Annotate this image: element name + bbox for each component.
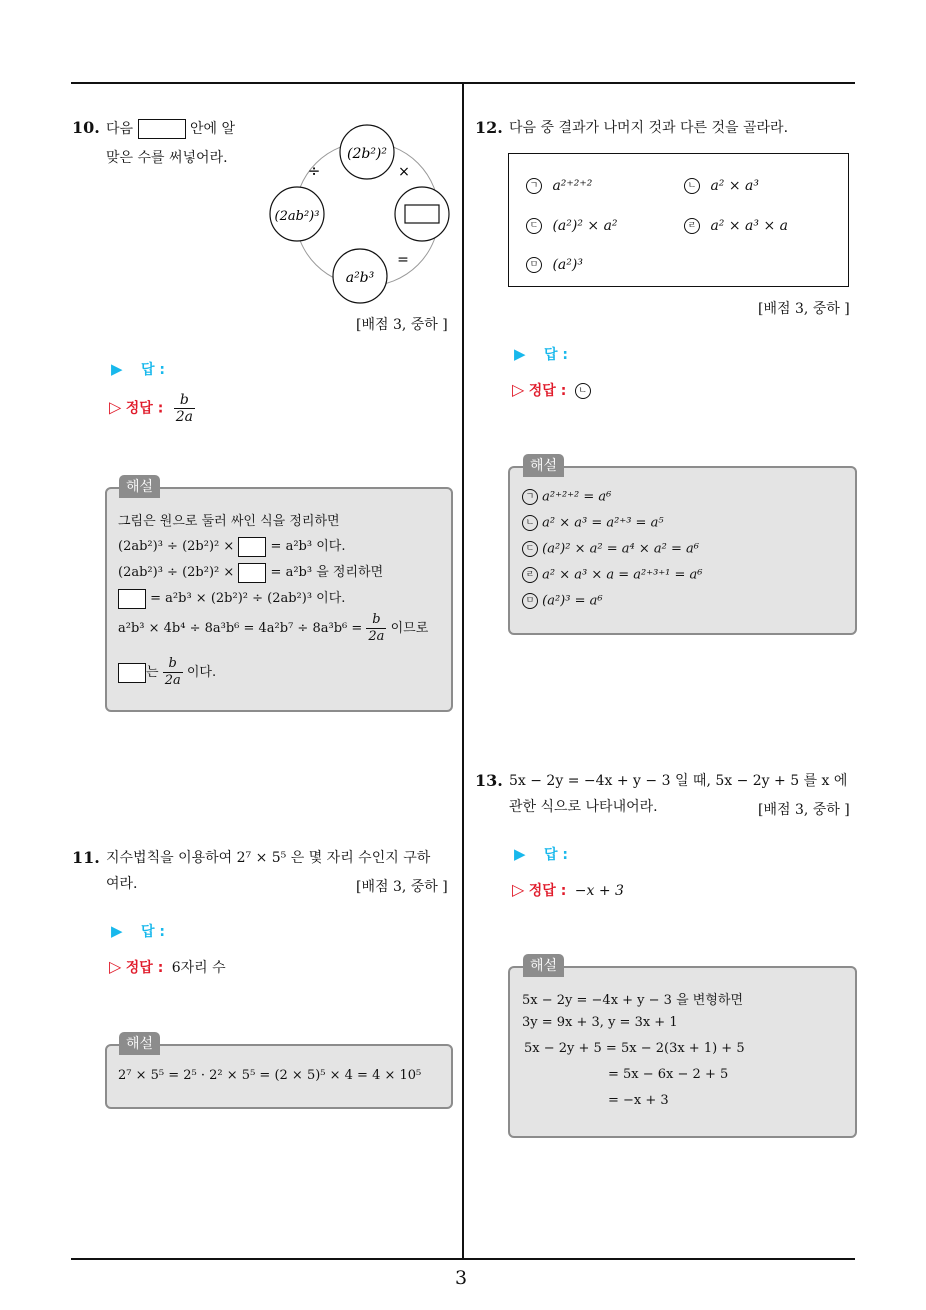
q13-sol-line-5: = −x + 3 bbox=[608, 1093, 669, 1108]
diagram-left-label: (2ab²)³ bbox=[274, 209, 320, 224]
choice-mark: ㅁ bbox=[526, 257, 542, 273]
q12-text: 다음 중 결과가 나머지 것과 다른 것을 골라라. bbox=[509, 120, 789, 136]
q13-key-row bbox=[512, 880, 624, 900]
q11-text-b: 여라. bbox=[106, 876, 138, 892]
choice-expr: a²⁺²⁺² bbox=[552, 178, 593, 194]
key-arrow-icon: ▷ bbox=[109, 397, 122, 417]
q12-sol-line-4 bbox=[522, 567, 703, 583]
q10-score: [배점 3, 중하 ] bbox=[356, 317, 448, 333]
q10-sol-line-6c: 이다. bbox=[186, 665, 217, 680]
q13-sol-line-4: = 5x − 6x − 2 + 5 bbox=[608, 1067, 729, 1082]
q10-sol-blank bbox=[238, 537, 266, 557]
q11-key-row bbox=[109, 957, 226, 977]
column-divider bbox=[462, 82, 464, 1260]
q12-choice-3[interactable] bbox=[526, 218, 618, 234]
q13-answer-label: 답 : bbox=[544, 847, 568, 863]
q11-key-value: 6자리 수 bbox=[171, 960, 226, 976]
key-arrow-icon: ▷ bbox=[109, 957, 122, 976]
q13-sol-line-3: 5x − 2y + 5 = 5x − 2(3x + 1) + 5 bbox=[524, 1041, 745, 1056]
sol-mark: ㄹ bbox=[522, 567, 538, 583]
choice-mark: ㄱ bbox=[526, 178, 542, 194]
q10-sol-frac2-num: b bbox=[168, 656, 177, 671]
q13-key-value: −x + 3 bbox=[574, 883, 624, 899]
sol-expr: a² × a³ × a = a²⁺³⁺¹ = a⁶ bbox=[542, 567, 703, 583]
q10-cycle-diagram bbox=[262, 118, 462, 308]
q10-sol-blank bbox=[238, 563, 266, 583]
q13-text-a: 5x − 2y = −4x + y − 3 일 때, 5x − 2y + 5 를 x 에 bbox=[509, 773, 848, 789]
q12-key-label: 정답 : bbox=[528, 383, 567, 399]
q10-text-b: 안에 알 bbox=[189, 121, 235, 137]
q12-number: 12. bbox=[475, 118, 503, 137]
q12-choice-4[interactable] bbox=[684, 218, 788, 234]
q10-sol-line-5b: 이므로 bbox=[390, 621, 429, 636]
q10-key-den: 2a bbox=[175, 409, 194, 425]
q10-sol-blank bbox=[118, 663, 146, 683]
q13-text-b: 관한 식으로 나타내어라. bbox=[509, 799, 658, 815]
choice-expr: a² × a³ × a bbox=[710, 218, 788, 234]
diagram-op-equals: = bbox=[397, 252, 409, 268]
q13-key-label: 정답 : bbox=[528, 883, 567, 899]
q12-answer-row[interactable] bbox=[514, 344, 568, 364]
q12-key-row bbox=[512, 380, 591, 400]
q10-answer-label: 답 : bbox=[141, 362, 165, 378]
q11-score: [배점 3, 중하 ] bbox=[356, 879, 448, 895]
q10-text-c: 맞은 수를 써넣어라. bbox=[106, 150, 228, 166]
q10-sol-line-3a: (2ab²)³ ÷ (2b²)² × bbox=[118, 565, 235, 580]
q12-sol-line-2 bbox=[522, 515, 664, 531]
q10-text-a: 다음 bbox=[106, 121, 134, 137]
answer-arrow-icon: ▶ bbox=[111, 922, 123, 940]
q11-solution-tab: 해설 bbox=[119, 1032, 160, 1055]
q10-sol-line-6b: 는 bbox=[146, 665, 159, 680]
q12-sol-line-3 bbox=[522, 541, 699, 557]
q11-answer-row[interactable] bbox=[111, 921, 165, 941]
q10-sol-fraction bbox=[366, 612, 386, 645]
diagram-op-multiply: × bbox=[398, 164, 410, 180]
q12-sol-line-5 bbox=[522, 593, 603, 609]
q10-solution-tab: 해설 bbox=[119, 475, 160, 498]
q10-key-fraction bbox=[174, 392, 195, 425]
sol-expr: a² × a³ = a²⁺³ = a⁵ bbox=[542, 515, 664, 531]
q13-score: [배점 3, 중하 ] bbox=[758, 802, 850, 818]
q10-key-num: b bbox=[179, 392, 189, 408]
q10-key-row bbox=[109, 392, 195, 425]
choice-expr: (a²)³ bbox=[552, 257, 583, 273]
q10-sol-line-6 bbox=[118, 656, 216, 689]
q10-sol-line-2 bbox=[118, 535, 345, 557]
sol-expr: (a²)² × a² = a⁴ × a² = a⁶ bbox=[542, 541, 699, 557]
sol-mark: ㅁ bbox=[522, 593, 538, 609]
diagram-top-label: (2b²)² bbox=[346, 146, 388, 162]
q12-choice-2[interactable] bbox=[684, 178, 759, 194]
answer-arrow-icon: ▶ bbox=[514, 845, 526, 863]
q10-sol-frac-den: 2a bbox=[368, 629, 385, 644]
q10-sol-line-2b: = a²b³ 이다. bbox=[270, 539, 346, 554]
q10-answer-row[interactable] bbox=[111, 359, 165, 379]
bottom-rule bbox=[71, 1258, 855, 1260]
key-arrow-icon: ▷ bbox=[512, 880, 525, 899]
key-arrow-icon: ▷ bbox=[512, 380, 525, 399]
q10-sol-frac2-den: 2a bbox=[164, 673, 181, 688]
q10-sol-line-5a: a²b³ × 4b⁴ ÷ 8a³b⁶ = 4a²b⁷ ÷ 8a³b⁶ = bbox=[118, 621, 363, 636]
diagram-bottom-label: a²b³ bbox=[345, 270, 375, 286]
q11-sol-line-1: 2⁷ × 5⁵ = 2⁵ · 2² × 5⁵ = (2 × 5)⁵ × 4 = 4 × 10⁵ bbox=[118, 1068, 422, 1083]
sol-expr: (a²)³ = a⁶ bbox=[542, 593, 603, 609]
q13-answer-row[interactable] bbox=[514, 844, 568, 864]
q12-answer-label: 답 : bbox=[544, 347, 568, 363]
q11-number: 11. bbox=[72, 848, 100, 867]
q12-solution-tab: 해설 bbox=[523, 454, 564, 477]
diagram-op-divide: ÷ bbox=[307, 162, 321, 180]
sol-expr: a²⁺²⁺² = a⁶ bbox=[542, 489, 612, 505]
diagram-blank-box bbox=[405, 205, 439, 223]
sol-mark: ㄱ bbox=[522, 489, 538, 505]
q10-sol-blank bbox=[118, 589, 146, 609]
q12-sol-line-1 bbox=[522, 489, 611, 505]
answer-arrow-icon: ▶ bbox=[514, 345, 526, 363]
q13-sol-line-1: 5x − 2y = −4x + y − 3 을 변형하면 bbox=[522, 993, 744, 1008]
q10-sol-line-2a: (2ab²)³ ÷ (2b²)² × bbox=[118, 539, 235, 554]
q13-solution-tab: 해설 bbox=[523, 954, 564, 977]
q10-sol-line-3b: = a²b³ 을 정리하면 bbox=[270, 565, 384, 580]
q11-answer-label: 답 : bbox=[141, 924, 165, 940]
sol-mark: ㄷ bbox=[522, 541, 538, 557]
q10-sol-line-1: 그림은 원으로 둘러 싸인 식을 정리하면 bbox=[118, 514, 340, 529]
choice-expr: (a²)² × a² bbox=[552, 218, 618, 234]
page-number: 3 bbox=[455, 1267, 468, 1289]
q10-blank-box bbox=[138, 119, 186, 139]
answer-arrow-icon: ▶ bbox=[111, 360, 123, 378]
q10-sol-line-4b: = a²b³ × (2b²)² ÷ (2ab²)³ 이다. bbox=[150, 591, 346, 606]
q11-key-label: 정답 : bbox=[125, 960, 164, 976]
q13-sol-line-2: 3y = 9x + 3, y = 3x + 1 bbox=[522, 1015, 678, 1030]
q13-number: 13. bbox=[475, 771, 503, 790]
q10-sol-line-4 bbox=[118, 587, 345, 609]
sol-mark: ㄴ bbox=[522, 515, 538, 531]
q10-key-label: 정답 : bbox=[125, 400, 164, 417]
q10-sol-frac-num: b bbox=[372, 612, 381, 627]
q12-key-mark: ㄴ bbox=[575, 383, 591, 399]
q10-sol-line-3 bbox=[118, 561, 383, 583]
choice-mark: ㄴ bbox=[684, 178, 700, 194]
q10-sol-line-5 bbox=[118, 612, 428, 645]
q10-question bbox=[106, 115, 266, 173]
choice-mark: ㄷ bbox=[526, 218, 542, 234]
q12-choice-5[interactable] bbox=[526, 257, 583, 273]
q10-number: 10. bbox=[72, 118, 100, 137]
choice-mark: ㄹ bbox=[684, 218, 700, 234]
q11-text-a: 지수법칙을 이용하여 2⁷ × 5⁵ 은 몇 자리 수인지 구하 bbox=[106, 850, 431, 866]
q12-score: [배점 3, 중하 ] bbox=[758, 301, 850, 317]
choice-expr: a² × a³ bbox=[710, 178, 760, 194]
q12-choice-1[interactable] bbox=[526, 178, 592, 194]
q10-sol-fraction-2 bbox=[163, 656, 183, 689]
